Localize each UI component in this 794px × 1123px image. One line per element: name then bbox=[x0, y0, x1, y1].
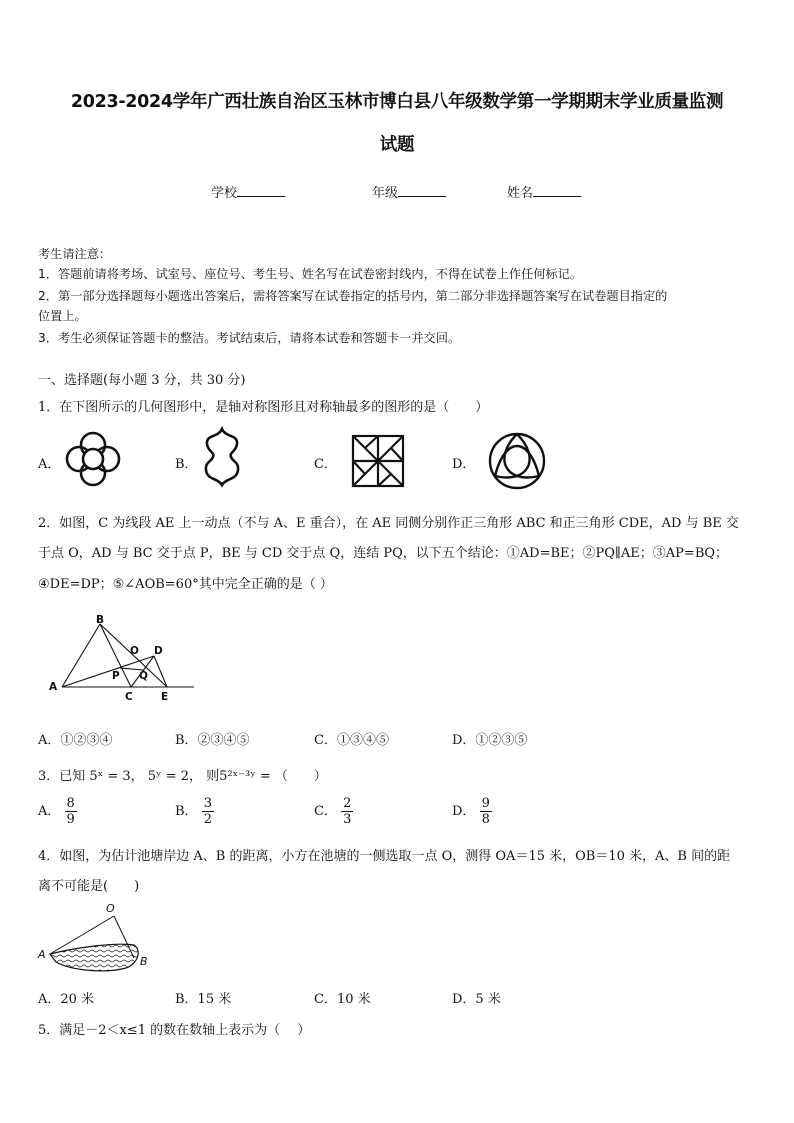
q4-line2: 离不可能是( ) bbox=[38, 879, 140, 894]
q3-option-c bbox=[314, 796, 353, 827]
notice-item: 1．答题前请将考场、试室号、座位号、考生号、姓名写在试卷密封线内，不得在试卷上作任何标记。 bbox=[38, 267, 583, 281]
section-heading: 一、选择题(每小题 3 分，共 30 分) bbox=[38, 373, 246, 388]
wavy-shape-figure bbox=[198, 426, 246, 488]
q3-option-a bbox=[38, 796, 77, 827]
q5-stem: 5．满足－2＜x≤1 的数在数轴上表示为（ ） bbox=[38, 1023, 311, 1038]
grade-field[interactable] bbox=[372, 182, 446, 201]
fraction-numerator: 3 bbox=[203, 796, 212, 811]
fraction-denominator: 3 bbox=[343, 812, 352, 827]
figure-label-q: Q bbox=[139, 670, 148, 682]
figure-label-a: A bbox=[49, 681, 58, 693]
figure-label-e: E bbox=[161, 691, 169, 703]
triquetra-figure bbox=[485, 428, 549, 492]
q1-stem: 1．在下图所示的几何图形中，是轴对称图形且对称轴最多的图形的是（ ） bbox=[38, 400, 489, 415]
q2-option-c: C．①③④⑤ bbox=[314, 733, 389, 748]
q3-option-b bbox=[175, 796, 214, 827]
quatrefoil-figure bbox=[64, 430, 122, 488]
q2-line2: 于点 O，AD 与 BC 交于点 P，BE 与 CD 交于点 Q，连结 PQ，以下五个结论：①AD=BE；②PQ∥AE；③AP=BQ； bbox=[38, 546, 729, 561]
fraction-numerator: 2 bbox=[343, 796, 352, 811]
figure-label-p: P bbox=[112, 670, 120, 682]
figure-label-o: O bbox=[130, 645, 139, 657]
q1-option-a-label: A． bbox=[38, 457, 61, 472]
q2-option-d: D．①②③⑤ bbox=[452, 733, 528, 748]
q3-prefix: 3．已知 bbox=[38, 769, 86, 784]
q4-option-c: C．10 米 bbox=[314, 992, 371, 1007]
q3-stem bbox=[38, 765, 327, 784]
fraction-denominator: 2 bbox=[203, 812, 212, 827]
fraction-numerator: 8 bbox=[66, 796, 75, 811]
q3-expr1: 5ˣ = 3， bbox=[89, 769, 144, 784]
figure-label-c: C bbox=[125, 691, 133, 703]
q3-expr2: 5ʸ = 2， bbox=[147, 769, 202, 784]
notice-heading: 考生请注意： bbox=[38, 247, 112, 261]
q1-option-b-label: B． bbox=[175, 457, 198, 472]
q3-option-d bbox=[452, 796, 492, 827]
q2-line3: ④DE=DP；⑤∠AOB=60°其中完全正确的是（ ） bbox=[38, 577, 333, 592]
q4-line1: 4．如图，为估计池塘岸边 A、B 的距离，小方在池塘的一侧选取一点 O，测得 OA＝15 米，OB＝10 米，A、B 间的距 bbox=[38, 849, 731, 864]
q1-option-d-label: D． bbox=[452, 457, 476, 472]
q3-option-c-label: C． bbox=[314, 804, 337, 819]
name-label: 姓名 bbox=[507, 186, 534, 201]
figure-label-d: D bbox=[154, 645, 163, 657]
figure-label-b: B bbox=[96, 614, 105, 626]
notice-item: 位置上。 bbox=[38, 309, 87, 323]
notice-item: 2．第一部分选择题每小题选出答案后，需将答案写在试卷指定的括号内，第二部分非选择题答案写在试卷题目指定的 bbox=[38, 289, 668, 303]
name-field[interactable] bbox=[507, 182, 581, 201]
notice-item: 3．考生必须保证答题卡的整洁。考试结束后，请将本试卷和答题卡一并交回。 bbox=[38, 331, 461, 345]
pond-figure bbox=[34, 898, 164, 978]
q2-triangle-figure bbox=[44, 612, 204, 704]
fraction-denominator: 8 bbox=[481, 812, 490, 827]
q3-expr3: 则5²ˣ⁻³ʸ = （ ） bbox=[206, 769, 327, 784]
fraction-denominator: 9 bbox=[66, 812, 75, 827]
pond-label-b: B bbox=[140, 955, 148, 968]
school-label: 学校 bbox=[211, 186, 238, 201]
pond-label-a: A bbox=[38, 948, 46, 961]
q4-option-d: D．5 米 bbox=[452, 992, 501, 1007]
q2-option-a: A．①②③④ bbox=[38, 733, 113, 748]
q3-option-a-label: A． bbox=[38, 804, 61, 819]
page-title-line2: 试题 bbox=[379, 135, 415, 155]
q2-line1: 2．如图，C 为线段 AE 上一动点（不与 A、E 重合），在 AE 同侧分别作正三角形 ABC 和正三角形 CDE，AD 与 BE 交 bbox=[38, 516, 739, 531]
q3-option-d-label: D． bbox=[452, 804, 476, 819]
pinwheel-figure bbox=[350, 433, 406, 489]
fraction-numerator: 9 bbox=[481, 796, 490, 811]
school-field[interactable] bbox=[211, 182, 285, 201]
pond-label-o: O bbox=[106, 902, 115, 915]
q2-option-b: B．②③④⑤ bbox=[175, 733, 250, 748]
q4-option-a: A．20 米 bbox=[38, 992, 95, 1007]
grade-label: 年级 bbox=[372, 186, 399, 201]
page-title: 2023-2024学年广西壮族自治区玉林市博白县八年级数学第一学期期末学业质量监测 bbox=[70, 92, 724, 112]
q3-option-b-label: B． bbox=[175, 804, 198, 819]
q1-option-c-label: C． bbox=[314, 457, 337, 472]
q4-option-b: B．15 米 bbox=[175, 992, 232, 1007]
